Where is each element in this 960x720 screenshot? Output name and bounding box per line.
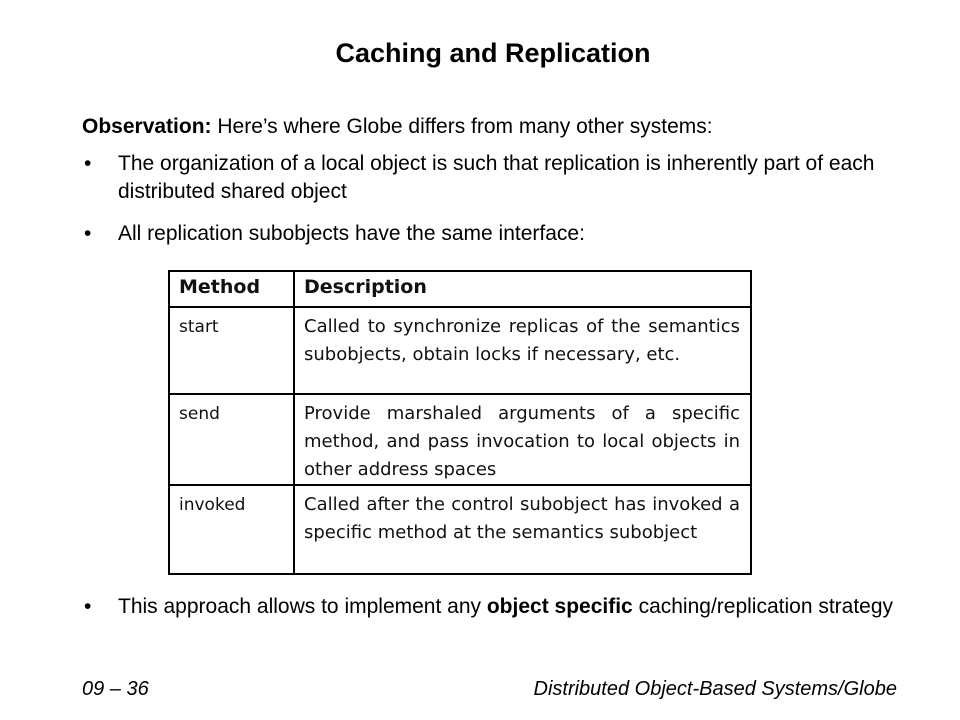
slide-number: 09 – 36	[82, 678, 149, 700]
method-table	[168, 270, 752, 575]
table-row	[169, 307, 751, 394]
description-cell: Called to synchronize replicas of the semantics subobjects, obtain locks if necessary, etc.	[294, 307, 751, 394]
bullet-text-pre: This approach allows to implement any	[118, 595, 487, 618]
bullet-marker: •	[84, 595, 92, 618]
description-cell: Provide marshaled arguments of a specific method, and pass invocation to local objects in other address spaces	[294, 394, 751, 485]
bullet-text-post: caching/replication strategy	[632, 595, 894, 618]
method-cell: start	[169, 307, 294, 394]
table-row	[169, 485, 751, 574]
bullet-text: The organization of a local object is such that replication is inherently part of each distributed shared object	[118, 152, 875, 203]
column-header-method: Method	[169, 271, 294, 307]
description-cell: Called after the control subobject has invoked a specific method at the semantics subobject	[294, 485, 751, 574]
observation-text: Here’s where Globe differs from many other systems:	[211, 115, 713, 138]
bullet-text-emphasis: object specific	[486, 595, 633, 618]
bullet-text: All replication subobjects have the same interface:	[118, 222, 585, 245]
method-cell: send	[169, 394, 294, 485]
observation-label: Observation:	[82, 115, 212, 138]
column-header-description: Description	[294, 271, 751, 307]
table-header-row	[169, 271, 751, 307]
bullet-marker: •	[84, 222, 92, 245]
method-cell: invoked	[169, 485, 294, 574]
bullet-marker: •	[84, 152, 92, 175]
observation-line	[82, 115, 713, 139]
table-row	[169, 394, 751, 485]
course-title: Distributed Object-Based Systems/Globe	[533, 678, 897, 700]
slide-title: Caching and Replication	[335, 38, 651, 68]
bullet-text	[118, 593, 898, 621]
